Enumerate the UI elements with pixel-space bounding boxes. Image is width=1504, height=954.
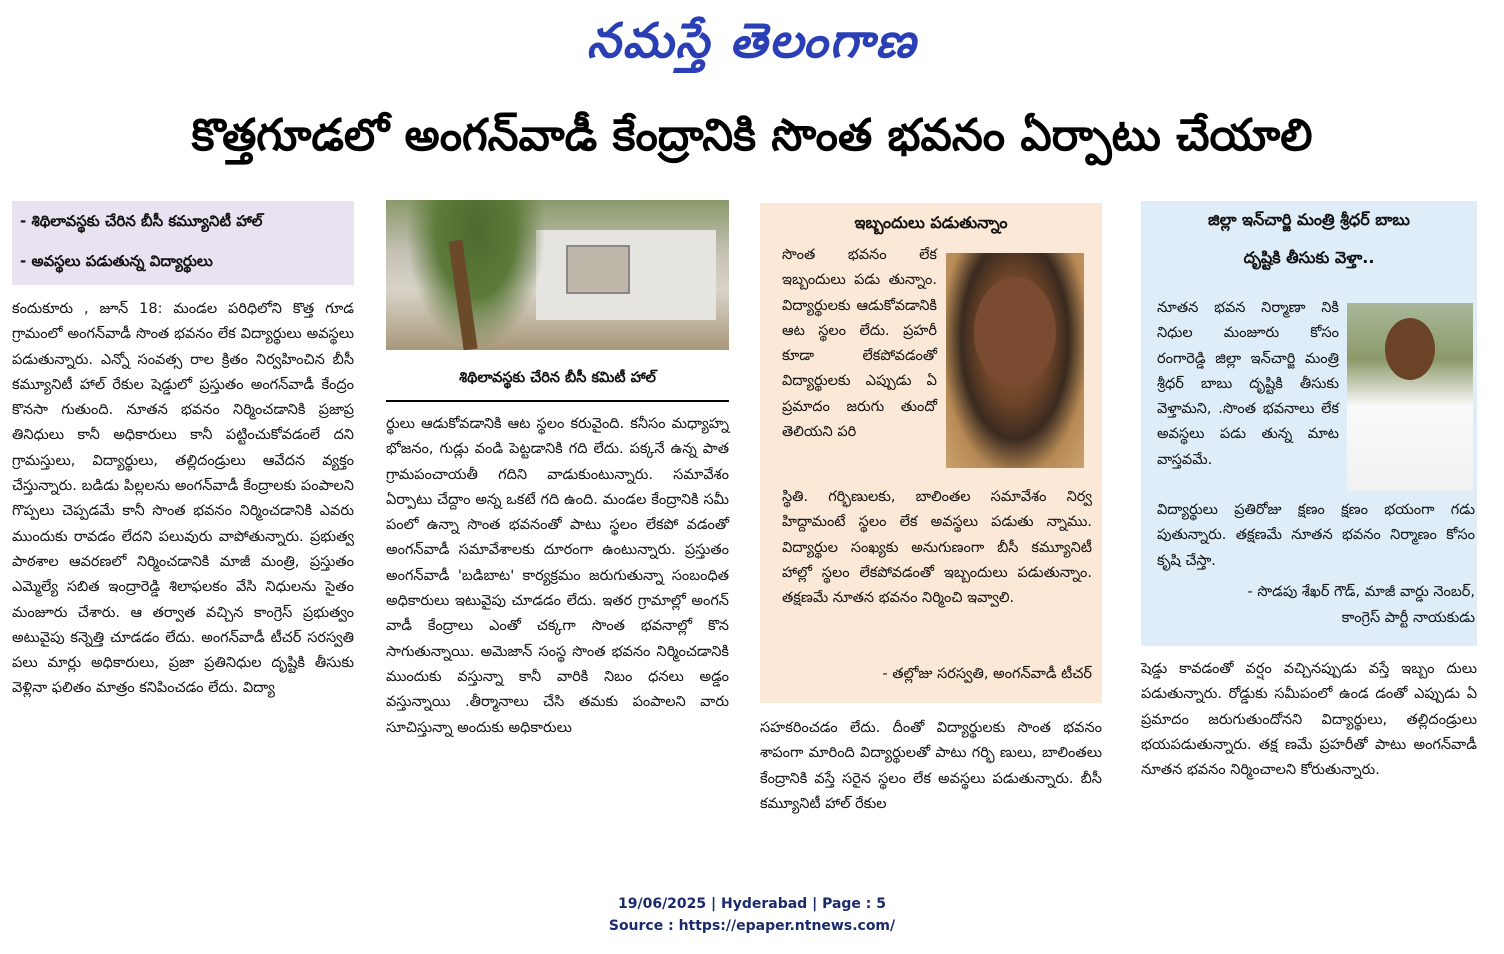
teacher-face <box>974 277 1056 387</box>
quote2-text: విద్యార్థులు ప్రతిరోజు క్షణం క్షణం భయంగా గడు పుతున్నారు. తక్షణమే నూతన భవనం నిర్మాణం కోసం కృషి చేస్తా. <box>1157 502 1475 569</box>
quote2-signature-1: - సొడపు శేఖర్ గౌడ్, మాజీ వార్డు నెంబర్, <box>1247 584 1475 600</box>
subheads-box <box>12 201 354 285</box>
quote2-title-line2: దృష్టికి తీసుకు వెళ్తా.. <box>1243 248 1375 267</box>
article-headline: కొత్తగూడలో అంగన్‌వాడీ కేంద్రానికి సొంత భవనం ఏర్పాటు చేయాలి <box>191 110 1313 161</box>
quote-text: స్థితి. గర్భిణులకు, బాలింతల సమావేశం నిర్వ హిద్దామంటే స్థలం లేక అవస్థలు పడుతు న్నాము. విద్యార్థుల సంఖ్యకు అనుగుణంగా బీసీ కమ్యూనిటీ హాల్లో స్థలం లేకపోవడంతో ఇబ్బందులు పడుతున్నాం. తక్షణమే నూతన భవనం నిర్మించి ఇవ్వాలి. <box>782 489 1092 607</box>
quote-text-beside-photo: సొంత భవనం లేక ఇబ్బందులు పడు తున్నాం. విద్యార్థులకు ఆడుకోవడానికి ఆట స్థలం లేదు. ప్రహరీ కూడా లేకపోవడంతో విద్యార్థులకు ఎప్పుడు ఏ ప్రమాదం జరుగు తుందో తెలియని పరి <box>782 247 937 441</box>
community-hall-photo <box>386 200 729 350</box>
leader-face <box>1385 318 1435 380</box>
photo-tree <box>406 200 546 350</box>
article-column-4: షెడ్డు కావడంతో వర్షం వచ్చినప్పుడు వస్తే ఇబ్బం దులు పడుతున్నారు. రోడ్డుకు సమీపంలో ఉండ డంతో ఎప్పుడు ఏ ప్రమాదం జరుగుతుందోనని విద్యార్థులు, తల్లిదండ్రులు భయపడుతున్నారు. తక్ష ణమే ప్రహరీతో పాటు అంగన్‌వాడీ నూతన భవనం నిర్మించాలని కోరుతున్నారు. <box>1141 661 1477 779</box>
article-column-2: ర్థులు ఆడుకోవడానికి ఆట స్థలం కరువైంది. కనీసం మధ్యాహ్న భోజనం, గుడ్లు వండి పెట్టడానికి గది లేదు. పక్కనే ఉన్న పాత గ్రామపంచాయతీ గదిని వాడుకుంటున్నారు. సమావేశం ఏర్పాటు చేద్దాం అన్న ఒకటే గది ఉంది. మండల కేంద్రానికి సమీ పంలో ఉన్నా సొంత భవనంతో పాటు స్థలం లేకపో వడంతో అంగన్‌వాడీ సమావేశాలకు దూరంగా ఉంటున్నారు. ప్రస్తుతం అంగన్‌వాడీ 'బడిబాట' కార్యక్రమం జరుగుతున్నా సంబంధిత అధికారులు ఇటువైపు చూడడం లేదు. ఇతర గ్రామాల్లో అంగన్ వాడీ కేంద్రాలు ఎంతో చక్కగా సొంత భవనాల్లో కొన సాగుతున్నాయి. అమెజాన్ సంస్థ సొంత భవనం నిర్మించడానికి ముందుకు వస్తున్నా కానీ వారికి నిబం ధనలు అడ్డం వస్తున్నాయి .తీర్మానాలు చేసి తమకు పంపాలని వారు సూచిస్తున్నా అందుకు అధికారులు <box>386 416 729 736</box>
photo-window <box>566 245 630 294</box>
subhead-1: - శిథిలావస్థకు చేరిన బీసీ కమ్యూనిటీ హాల్ <box>20 212 263 230</box>
photo-caption: శిథిలావస్థకు చేరిన బీసీ కమిటీ హాల్ <box>459 370 656 386</box>
article-column-1: కందుకూరు , జూన్ 18: మండల పరిధిలోని కొత్త గూడ గ్రామంలో అంగన్‌వాడీ సొంత భవనం లేక విద్యార్థులు అవస్థలు పడుతున్నారు. ఎన్నో సంవత్స రాల క్రితం నిర్వహించిన బీసీ కమ్యూనిటీ హాల్ రేకుల షెడ్డులో ప్రస్తుతం అంగన్‌వాడీ కేంద్రం కొనసా గుతుంది. నూతన భవనం నిర్మించడానికి ప్రజాప్ర తినిధులు కానీ అధికారులు కానీ పట్టించుకోవడంలే దని గ్రామస్తులు, విద్యార్థులు, తల్లిదండ్రులు ఆవేదన వ్యక్తం చేస్తున్నారు. బడిడు పిల్లలను అంగన్‌వాడీ కేంద్రాలకు పంపాలని గొప్పలు చెప్పడమే కానీ సొంత భవనం నిర్మించడానికి ఎవరు ముందుకు రావడం లేదని పలువురు వాపోతున్నారు. ప్రభుత్వ పాఠశాల ఆవరణలో నిర్మించడానికి మాజీ మంత్రి, ప్రస్తుతం ఎమ్మెల్యే సబిత ఇంద్రారెడ్డి శిలాఫలకం వేసి నిధులను సైతం మంజూరు చేశారు. ఆ తర్వాత వచ్చిన కాంగ్రెస్ ప్రభుత్వం అటువైపు కన్నెత్తి చూడడం లేదు. అంగన్‌వాడీ టీచర్ సరస్వతి పలు మార్లు అధికారులు, ప్రజా ప్రతినిధుల దృష్టికి తీసుకు వెళ్లినా ఫలితం మాత్రం కనిపించడం లేదు. విద్యా <box>12 301 354 697</box>
quote2-signature-2: కాంగ్రెస్ పార్టీ నాయకుడు <box>1341 610 1475 626</box>
article-column-3: సహకరించడం లేదు. దీంతో విద్యార్థులకు సొంత భవనం శాపంగా మారింది విద్యార్థులతో పాటు గర్భి ణులు, బాలింతలు కేంద్రానికి వస్తే సరైన స్థలం లేక అవస్థలు పడుతున్నారు. బీసీ కమ్యూనిటీ హాల్ రేకుల <box>760 720 1102 812</box>
quote2-title-line1: జిల్లా ఇన్‌చార్జి మంత్రి శ్రీధర్ బాబు <box>1208 210 1410 229</box>
quote2-text-beside-photo: నూతన భవన నిర్మాణా నికి నిధుల మంజూరు కోసం రంగారెడ్డి జిల్లా ఇన్‌చార్జి మంత్రి శ్రీధర్ బాబు దృష్టికి తీసుకు వెళ్తామని, .సొంత భవనాలు లేక అవస్థలు పడు తున్న మాట వాస్తవమే. <box>1157 300 1339 468</box>
teacher-photo <box>946 253 1084 468</box>
footer-date-line: 19/06/2025 | Hyderabad | Page : 5 <box>617 896 887 912</box>
caption-rule <box>386 400 729 402</box>
page-footer <box>0 893 1504 937</box>
newspaper-masthead: నమస్తే తెలంగాణ <box>586 13 918 69</box>
subhead-2: - అవస్థలు పడుతున్న విద్యార్థులు <box>20 252 213 270</box>
quote-title: ఇబ్బందులు పడుతున్నాం <box>854 213 1008 232</box>
quote-signature: - తల్లోజు సరస్వతి, అంగన్‌వాడీ టీచర్ <box>882 666 1092 682</box>
footer-source-line: Source : https://epaper.ntnews.com/ <box>608 918 896 934</box>
leader-photo <box>1347 303 1473 491</box>
